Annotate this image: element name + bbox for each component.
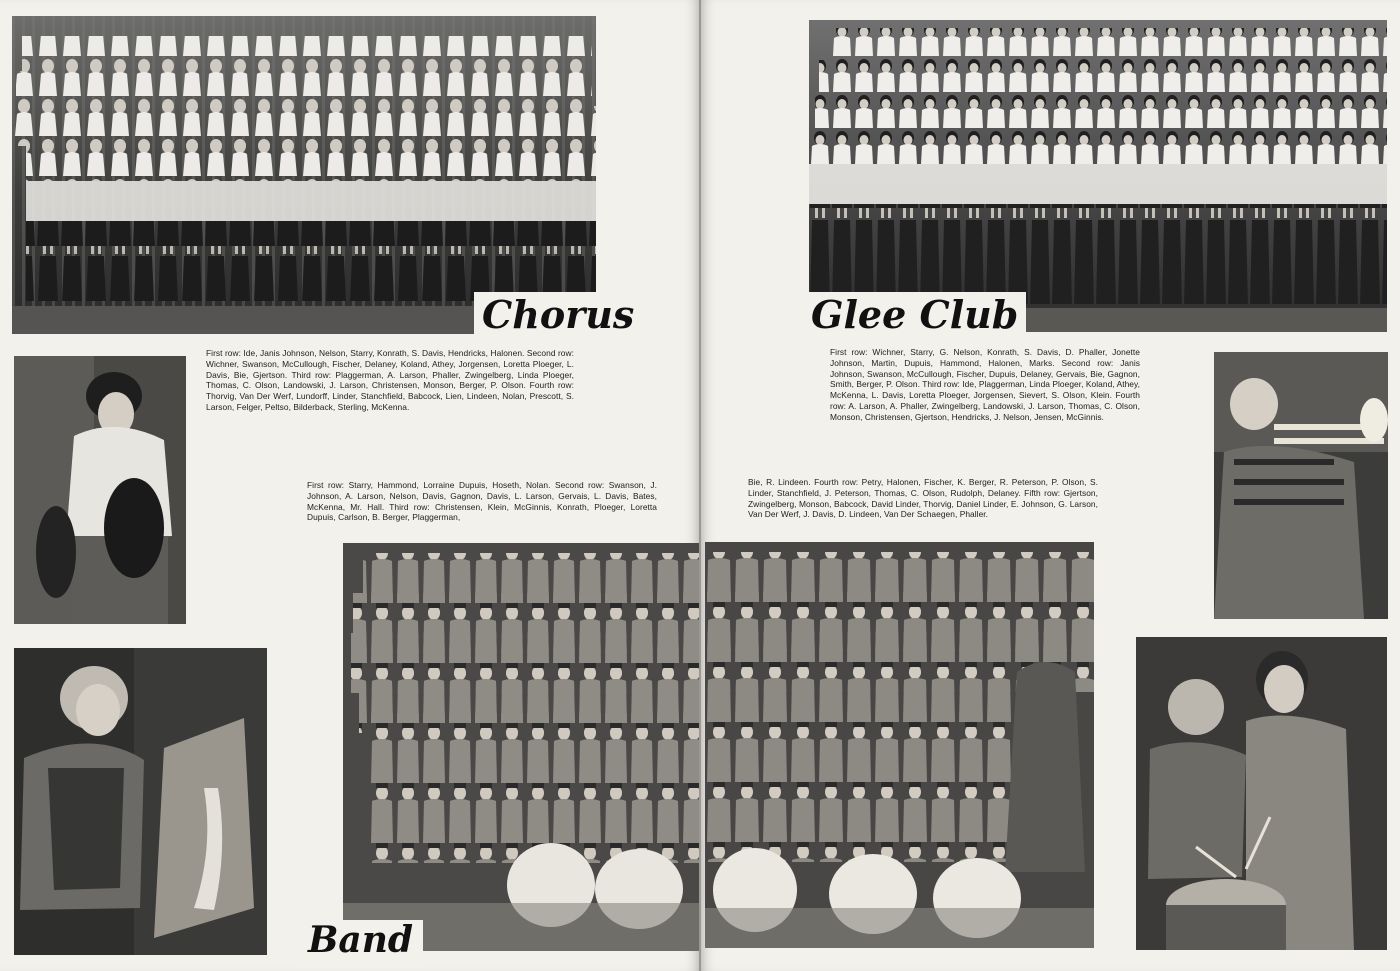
page-gutter xyxy=(699,0,701,971)
band-group-photo-right xyxy=(705,542,1094,948)
trombone-player-photo xyxy=(1214,352,1388,619)
cymbal-player-photo xyxy=(14,356,186,624)
band-title: Band xyxy=(300,920,423,968)
drummer-and-director-photo xyxy=(1136,637,1387,950)
glee-club-group-photo xyxy=(809,20,1387,332)
band-caption-right: Bie, R. Lindeen. Fourth row: Petry, Halonen, Fischer, K. Berger, R. Peterson, P. Olson, S. Linder, Stanchfield, J. Peterson, Thomas, C. Olson, Rudolph, Delaney. Fifth row: Gjertson, Zwingelberg, Monson, Babcock, David Linder, Thorvig, Daniel Linder, E. Johnson, G. Larson, Van Der Werf, J. Davis, D. Lindeen, Van Der Schaegen, Phaller. xyxy=(748,477,1098,520)
glee-club-title: Glee Club xyxy=(803,292,1026,334)
band-group-photo-left xyxy=(343,543,699,951)
glee-club-caption: First row: Wichner, Starry, G. Nelson, Konrath, S. Davis, D. Phaller, Jonette Johnson, Martin, Dupuis, Hammond, Halonen, Marks. Second row: Janis Johnson, Swanson, McCullough, Fischer, Dupuis, Delaney, Gervais, Bie, Gagnon, Smith, Berger, P. Olson. Third row: Ide, Plaggerman, Linda Ploeger, Koland, Athey, McKenna, L. Davis, Loretta Ploeger, Jorgensen, Sievert, S. Olson, Klein. Fourth row: A. Larson, A. Phaller, Zwingelberg, Landowski, J. Larson, Thomas, C. Olson, Monson, Christensen, Gjertson, Hendricks, J. Nelson, Jensen, McGinnis. xyxy=(830,347,1140,422)
band-caption-left: First row: Starry, Hammond, Lorraine Dupuis, Hoseth, Nolan. Second row: Swanson, J. Johnson, A. Larson, Nelson, Davis, Gagnon, Davis, L. Larson, Gervais, L. Davis, Bates, McKenna, Mr. Hall. Third row: Christensen, Klein, McGinnis, Konrath, Ploeger, Loretta Dupuis, Carlson, B. Berger, Plaggerman, xyxy=(307,480,657,523)
chorus-caption: First row: Ide, Janis Johnson, Nelson, Starry, Konrath, S. Davis, Hendricks, Halonen. Second row: Wichner, Swanson, McCullough, Fischer, Delaney, Koland, Athey, Jorgensen, Loretta Ploeger, L. Davis, Bie, Gjertson. Third row: Plaggerman, A. Larson, Phaller, Zwingelberg, Linda Ploeger, Thomas, C. Olson, Landowski, J. Larson, Christensen, Monson, Berger, P. Olson. Fourth row: Thorvig, Van Der Werf, Lundorff, Linder, Stanchfield, Babcock, Lien, Lindeen, Nolan, Prescott, S. Larson, Felger, Peltso, Bilderback, Sterling, McKenna. xyxy=(206,348,574,412)
chorus-group-photo xyxy=(12,16,596,334)
xylophone-player-photo xyxy=(14,648,267,955)
chorus-title: Chorus xyxy=(474,292,642,334)
